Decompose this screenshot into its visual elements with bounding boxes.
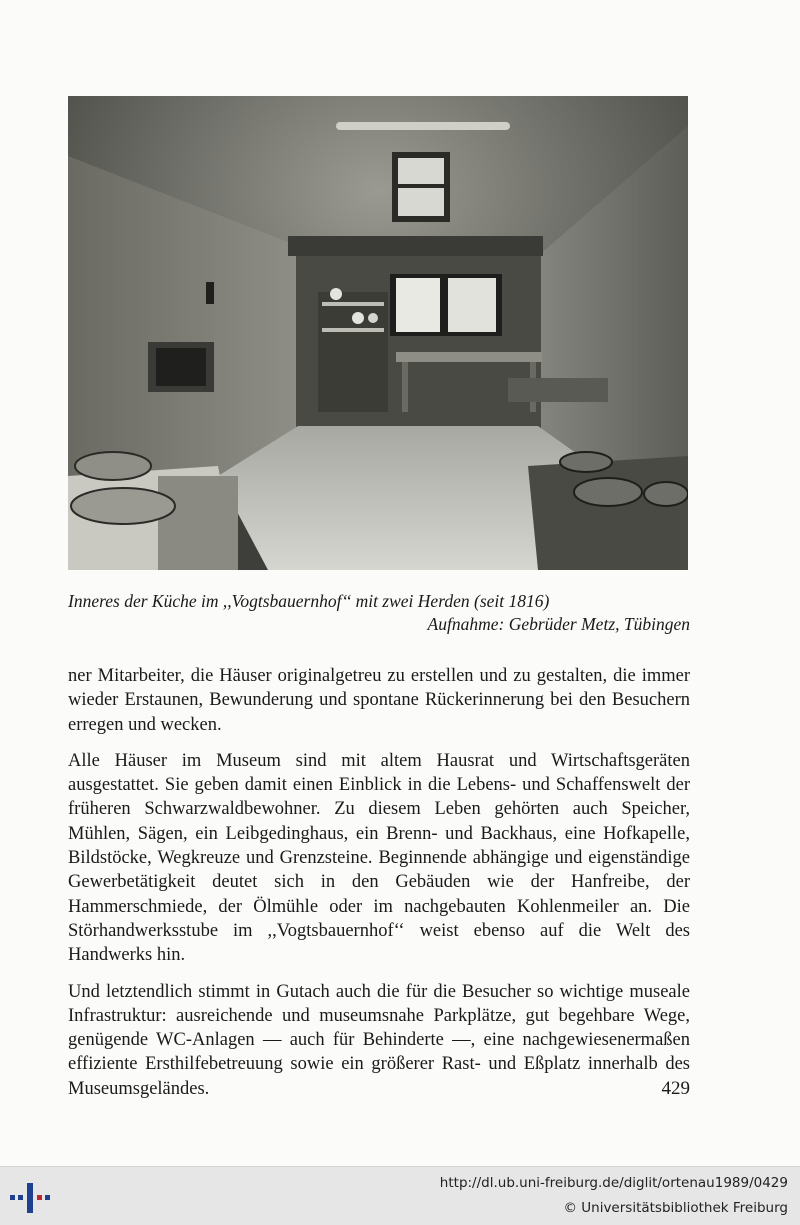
photo-caption [68, 590, 690, 636]
page-number: 429 [661, 1078, 690, 1099]
caption-credit: Aufnahme: Gebrüder Metz, Tübingen [427, 614, 690, 634]
footer-bar [0, 1166, 800, 1225]
body-text [68, 664, 690, 1113]
caption-title: Inneres der Küche im ,,Vogtsbauernhof‘‘ mit zwei Herden (seit 1816) [68, 591, 550, 611]
paragraph-2: Alle Häuser im Museum sind mit altem Hausrat und Wirtschaftsgeräten ausgestattet. Sie geben damit einen Einblick in die Lebens- und Schaffenswelt der früheren Schwarzwaldbewohner. Zu diesem Leben gehörten auch Speicher, Mühlen, Sägen, ein Leibgedinghaus, ein Brenn- und Backhaus, eine Hofkapelle, Bildstöcke, Wegkreuze und Grenzsteine. Beginnende abhängige und eigenständige Gewerbetätigkeit deutet sich in den Gebäuden wie der Hanfreibe, der Hammerschmiede, der Ölmühle oder im nachgebauten Kohlenmeiler an. Die Störhandwerksstube im ,,Vogtsbauernhof‘‘ weist ebenso auf die Welt des Handwerks hin. [68, 750, 690, 966]
copyright-notice: © Universitätsbibliothek Freiburg [563, 1200, 788, 1216]
kitchen-photo [68, 96, 688, 570]
ub-freiburg-logo-icon [10, 1179, 54, 1215]
kitchen-photo-illustration [68, 96, 688, 570]
paragraph-1: ner Mitarbeiter, die Häuser originalgetreu zu erstellen und zu gestalten, die immer wieder Erstaunen, Bewunderung und spontane Rückerinnerung bei den Besuchern erregen und wecken. [68, 666, 690, 735]
paragraph-3: Und letztendlich stimmt in Gutach auch die für die Besucher so wichtige museale Infrastruktur: ausreichende und museumsnahe Parkplätze, gut begehbare Wege, genügende WC-Anlagen — auch für Behinderte —, eine nachgewiesenermaßen effiziente Ersthilfebetreuung sowie ein größerer Rast- und Eßplatz innerhalb des Museumsgeländes. [68, 981, 690, 1099]
source-url-link[interactable]: http://dl.ub.uni-freiburg.de/diglit/ortenau1989/0429 [439, 1175, 788, 1191]
